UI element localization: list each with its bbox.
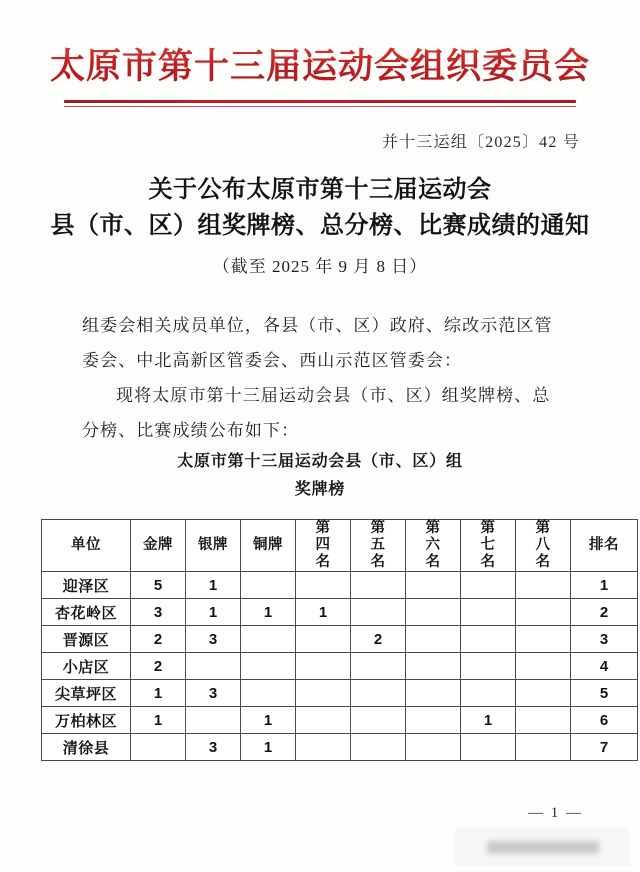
table-row — [42, 653, 638, 680]
cell-place-5 — [351, 599, 406, 626]
cell-place-6 — [406, 680, 461, 707]
cell-bronze: 1 — [241, 599, 296, 626]
cell-place-6 — [406, 707, 461, 734]
cell-place-8 — [516, 653, 571, 680]
cell-bronze — [241, 572, 296, 599]
cell-silver: 3 — [186, 626, 241, 653]
cell-silver: 1 — [186, 572, 241, 599]
cell-gold: 5 — [131, 572, 186, 599]
cell-gold: 2 — [131, 626, 186, 653]
cell-place-8 — [516, 734, 571, 761]
body-paragraph-1: 组委会相关成员单位，各县（市、区）政府、综改示范区管委会、中北高新区管委会、西山示范区管委会： — [82, 316, 553, 370]
document-body — [82, 308, 562, 448]
table-row — [42, 680, 638, 707]
cell-unit: 杏花岭区 — [42, 599, 131, 626]
cell-place-6 — [406, 626, 461, 653]
title-line-1: 关于公布太原市第十三届运动会 — [148, 177, 492, 203]
cell-place-4 — [296, 680, 351, 707]
date-note: （截至 2025 年 9 月 8 日） — [212, 257, 428, 276]
cell-place-8 — [516, 680, 571, 707]
cell-place-7 — [461, 680, 516, 707]
cell-place-6 — [406, 599, 461, 626]
cell-silver — [186, 653, 241, 680]
cell-gold: 3 — [131, 599, 186, 626]
cell-rank: 7 — [571, 734, 638, 761]
cell-gold: 2 — [131, 653, 186, 680]
column-header-place-6-text: 第六名 — [425, 520, 441, 570]
page-number: — 1 — — [528, 805, 583, 821]
medal-table-container — [41, 519, 619, 761]
cell-rank: 3 — [571, 626, 638, 653]
cell-place-6 — [406, 734, 461, 761]
cell-place-4 — [296, 707, 351, 734]
cell-place-4 — [296, 626, 351, 653]
masthead — [0, 44, 640, 90]
title-line-2: 县（市、区）组奖牌榜、总分榜、比赛成绩的通知 — [50, 213, 590, 239]
red-rule-thick — [64, 100, 576, 103]
cell-bronze — [241, 653, 296, 680]
cell-unit: 迎泽区 — [42, 572, 131, 599]
column-header-unit: 单位 — [42, 520, 131, 572]
cell-place-5: 2 — [351, 626, 406, 653]
cell-gold: 1 — [131, 680, 186, 707]
cell-silver: 3 — [186, 734, 241, 761]
column-header-place-6 — [406, 520, 461, 572]
table-caption — [0, 448, 640, 504]
cell-place-5 — [351, 653, 406, 680]
cell-gold — [131, 734, 186, 761]
cell-bronze: 1 — [241, 734, 296, 761]
issuing-organization: 太原市第十三届运动会组织委员会 — [50, 44, 590, 90]
table-row — [42, 572, 638, 599]
cell-rank: 4 — [571, 653, 638, 680]
masthead-red-rule — [64, 100, 576, 107]
cell-unit: 尖草坪区 — [42, 680, 131, 707]
cell-rank: 1 — [571, 572, 638, 599]
medal-table — [41, 519, 638, 761]
column-header-place-4-text: 第四名 — [315, 520, 331, 570]
cell-place-4 — [296, 653, 351, 680]
cell-place-7 — [461, 734, 516, 761]
document-title — [0, 172, 640, 244]
cell-bronze — [241, 626, 296, 653]
column-header-place-5 — [351, 520, 406, 572]
table-row — [42, 599, 638, 626]
column-header-place-8 — [516, 520, 571, 572]
cell-place-5 — [351, 734, 406, 761]
cell-place-7 — [461, 653, 516, 680]
cell-place-5 — [351, 572, 406, 599]
cell-rank: 6 — [571, 707, 638, 734]
cell-unit: 小店区 — [42, 653, 131, 680]
cell-unit: 万柏林区 — [42, 707, 131, 734]
cell-rank: 5 — [571, 680, 638, 707]
cell-gold: 1 — [131, 707, 186, 734]
cell-place-8 — [516, 707, 571, 734]
cell-place-8 — [516, 599, 571, 626]
cell-silver: 1 — [186, 599, 241, 626]
cell-place-8 — [516, 626, 571, 653]
cell-place-6 — [406, 572, 461, 599]
cell-place-4 — [296, 572, 351, 599]
cell-place-8 — [516, 572, 571, 599]
cell-place-5 — [351, 680, 406, 707]
cell-place-5 — [351, 707, 406, 734]
cell-place-7 — [461, 572, 516, 599]
body-paragraph-2: 现将太原市第十三届运动会县（市、区）组奖牌榜、总分榜、比赛成绩公布如下： — [82, 386, 551, 440]
cell-place-6 — [406, 653, 461, 680]
column-header-place-5-text: 第五名 — [370, 520, 386, 570]
cell-unit: 晋源区 — [42, 626, 131, 653]
medal-table-head — [42, 520, 638, 572]
table-row — [42, 734, 638, 761]
document-number: 并十三运组〔2025〕42 号 — [381, 134, 580, 151]
cell-rank: 2 — [571, 599, 638, 626]
medal-table-body — [42, 572, 638, 761]
cell-silver — [186, 707, 241, 734]
watermark-blurred-text — [487, 841, 599, 854]
red-rule-thin — [64, 106, 576, 107]
table-row — [42, 626, 638, 653]
cell-silver: 3 — [186, 680, 241, 707]
cell-place-7 — [461, 626, 516, 653]
table-caption-line-1: 太原市第十三届运动会县（市、区）组 — [177, 453, 463, 470]
column-header-silver: 银牌 — [186, 520, 241, 572]
column-header-place-7-text: 第七名 — [480, 520, 496, 570]
cell-place-4: 1 — [296, 599, 351, 626]
table-header-row — [42, 520, 638, 572]
column-header-place-4 — [296, 520, 351, 572]
cell-place-7: 1 — [461, 707, 516, 734]
column-header-place-8-text: 第八名 — [535, 520, 551, 570]
column-header-gold: 金牌 — [131, 520, 186, 572]
table-caption-line-2: 奖牌榜 — [294, 481, 346, 498]
cell-unit: 清徐县 — [42, 734, 131, 761]
column-header-place-7 — [461, 520, 516, 572]
cell-bronze — [241, 680, 296, 707]
column-header-rank: 排名 — [571, 520, 638, 572]
table-row — [42, 707, 638, 734]
cell-bronze: 1 — [241, 707, 296, 734]
cell-place-4 — [296, 734, 351, 761]
cell-place-7 — [461, 599, 516, 626]
column-header-bronze: 铜牌 — [241, 520, 296, 572]
